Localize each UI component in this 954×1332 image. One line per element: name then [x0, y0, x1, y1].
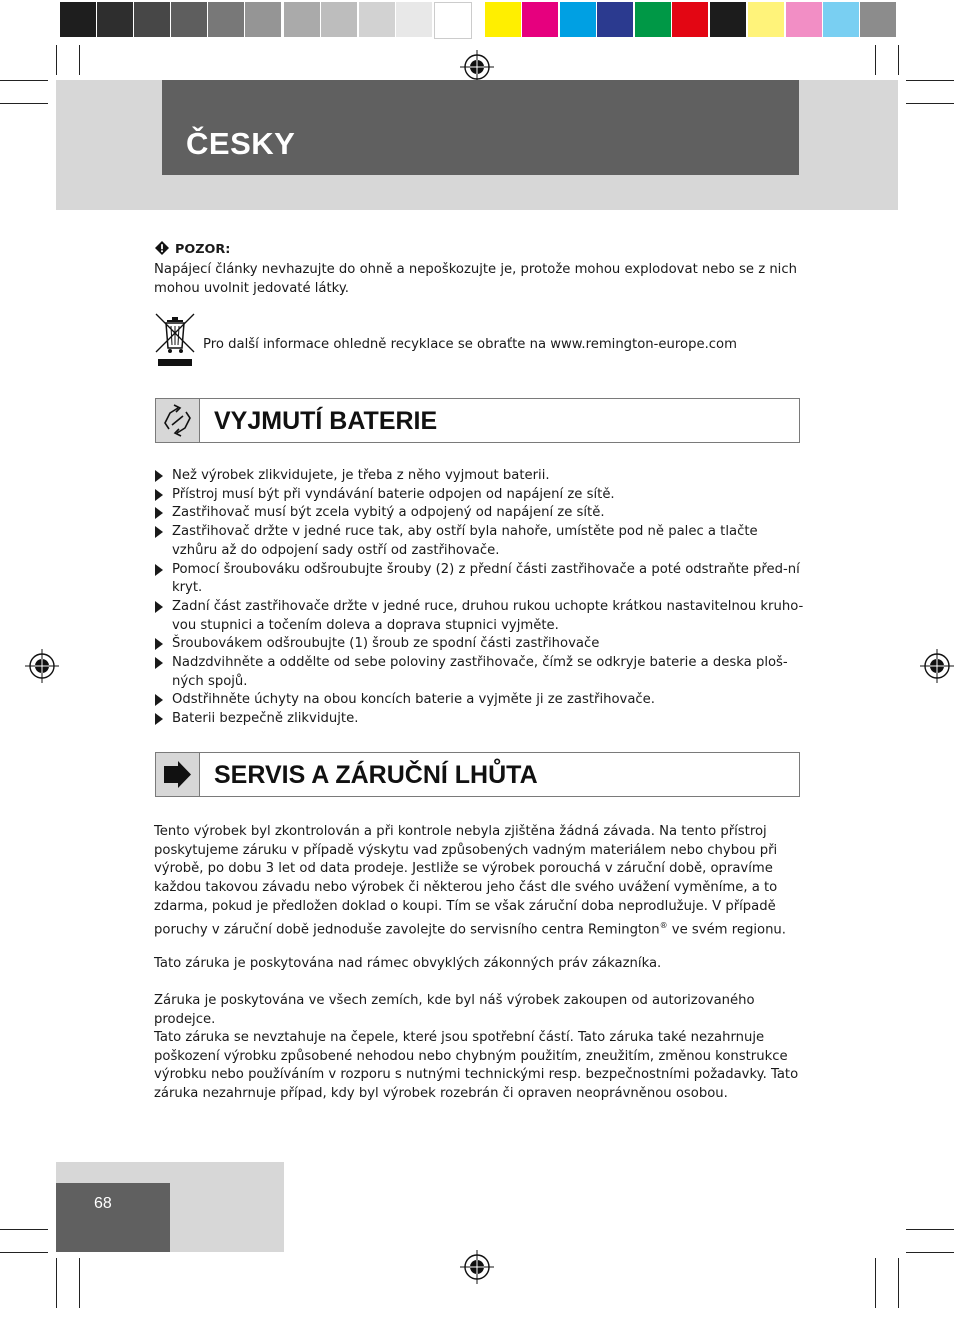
warranty-text-end: ve svém regionu. [667, 921, 786, 937]
section-title: SERVIS A ZÁRUČNÍ LHŮTA [214, 761, 538, 789]
warranty-text: Tento výrobek byl zkontrolován a při kontrole nebyla zjištěna žádná závada. Na tento přístroj poskytujeme záruku v případě výskytu vad způsobených vadným materiálem nebo chybou při výrobě, po dobu 3 let od data prodeje. Jestliže se výrobek porouchá v záruční době, opravíme každou takovou závadu nebo výrobek či některou jeho část dle svého uvážení vyměníme, a to zdarma, pokud je předložen doklad o koupi. Tím se však záruční doba neprodlužuje. V případě poruchy v záruční době jednoduše zavolejte do servisního centra Remington [154, 824, 778, 937]
warranty-paragraph: Tato záruka je poskytována nad rámec obvyklých zákonných práv zákazníka. [154, 956, 662, 971]
list-item [155, 486, 805, 505]
section-title: VYJMUTÍ BATERIE [214, 407, 438, 435]
crop-mark [898, 45, 899, 75]
list-item-text: Šroubovákem odšroubujte (1) šroub ze spodní části zastřihovače [172, 636, 600, 652]
section-header-battery [155, 398, 800, 443]
color-swatch [208, 2, 244, 37]
crop-mark [0, 103, 48, 104]
registration-mark-icon [920, 649, 954, 683]
list-item-text: Než výrobek zlikvidujete, je třeba z něho vyjmout baterii. [172, 468, 550, 483]
crop-mark [0, 80, 48, 81]
crop-mark [875, 1258, 876, 1308]
list-item [155, 523, 805, 560]
list-item-text: Nadzdvihněte a oddělte od sebe poloviny zastřihovače, čímž se odkryje baterie a deska ploš-ných spojů. [172, 655, 788, 689]
color-swatch [710, 2, 746, 37]
crop-mark [906, 1252, 954, 1253]
list-item [155, 598, 805, 635]
color-swatch [245, 2, 281, 37]
bullet-triangle-icon [155, 638, 163, 650]
color-swatch [860, 2, 896, 37]
crop-mark [906, 103, 954, 104]
color-swatch [359, 2, 395, 37]
list-item [155, 710, 805, 729]
color-swatch [672, 2, 708, 37]
list-item [155, 691, 805, 710]
color-swatch [786, 2, 822, 37]
list-item-text: Pomocí šroubováku odšroubujte šrouby (2) z přední části zastřihovače a poté odstraňte před-ní kryt. [172, 561, 800, 596]
color-swatch [522, 2, 558, 37]
section-icon-cell [156, 399, 200, 442]
color-swatch [823, 2, 859, 37]
warranty-paragraph: Tato záruka se nevztahuje na čepele, které jsou spotřební částí. Tato záruka také nezahrnuje poškození výrobku způsobené nehodou nebo chybným použitím, zneužitím, změnou konstrukce výrobku nebo používáním v rozporu s nutnými technickými resp. bezpečnostními požadavky. Tato záruka nezahrnuje případ, kdy byl výrobek rozebrán či opraven neoprávněnou osobou. [154, 1030, 799, 1102]
color-swatch [748, 2, 784, 37]
color-swatch [60, 2, 96, 37]
list-item-text: Odstřihněte úchyty na obou koncích baterie a vyjměte ji ze zastřihovače. [172, 692, 655, 708]
bullet-triangle-icon [155, 470, 163, 482]
color-swatch [284, 2, 320, 37]
battery-steps-list [155, 467, 805, 729]
crop-mark [0, 1252, 48, 1253]
language-header [162, 80, 799, 175]
list-item [155, 654, 805, 691]
bullet-triangle-icon [155, 564, 163, 576]
list-item-text: Baterii bezpečně zlikvidujte. [172, 711, 359, 727]
crop-mark [79, 45, 80, 75]
color-swatch [560, 2, 596, 37]
bullet-triangle-icon [155, 526, 163, 538]
color-swatch [134, 2, 170, 37]
bullet-triangle-icon [155, 657, 163, 669]
color-swatch [97, 2, 133, 37]
color-swatch [321, 2, 357, 37]
section-header-service [155, 752, 800, 797]
crop-mark [906, 1229, 954, 1230]
caution-heading [155, 241, 230, 257]
color-swatch [434, 2, 472, 39]
registration-mark-icon [460, 1250, 494, 1284]
list-item [155, 467, 805, 486]
recycle-info: Pro další informace ohledně recyklace se obraťte na www.remington-europe.com [203, 337, 737, 352]
color-swatch [485, 2, 521, 37]
crop-mark [875, 45, 876, 75]
warranty-paragraph: Záruka je poskytována ve všech zemích, kde byl náš výrobek zakoupen od autorizovaného prodejce. [154, 993, 755, 1027]
crop-mark [898, 1258, 899, 1308]
page-number-box [56, 1183, 170, 1252]
page-number: 68 [94, 1195, 112, 1212]
warranty-paragraph [154, 823, 804, 940]
list-item [155, 561, 805, 598]
list-item-text: Přístroj musí být při vyndávání baterie odpojen od napájení ze sítě. [172, 486, 615, 502]
registered-mark: ® [659, 920, 668, 930]
bullet-triangle-icon [155, 694, 163, 706]
bullet-triangle-icon [155, 489, 163, 501]
color-swatch [171, 2, 207, 37]
bullet-triangle-icon [155, 507, 163, 519]
list-item-text: Zastřihovač musí být zcela vybitý a odpojený od napájení ze sítě. [172, 505, 605, 521]
caution-diamond-icon [155, 241, 169, 255]
arrow-right-icon [156, 753, 199, 796]
color-swatch [396, 2, 432, 37]
recycle-arrows-icon [156, 399, 199, 442]
crop-mark [56, 45, 57, 75]
crop-mark [0, 1229, 48, 1230]
crossed-out-bin-icon [154, 312, 196, 368]
crop-mark [906, 80, 954, 81]
list-item [155, 504, 805, 523]
color-swatch [635, 2, 671, 37]
list-item-text: Zadní část zastřihovače držte v jedné ruce, druhou rukou uchopte krátkou nastavitelnou kruho-vou stupnici a točením doleva a doprava stupnici vyjměte. [172, 598, 804, 633]
section-icon-cell [156, 753, 200, 796]
registration-mark-icon [460, 50, 494, 84]
crop-mark [56, 1258, 57, 1308]
color-swatch [597, 2, 633, 37]
caution-text: Napájecí články nevhazujte do ohně a nepoškozujte je, protože mohou explodovat nebo se z nich mohou uvolnit jedovaté látky. [154, 262, 797, 296]
registration-mark-icon [25, 649, 59, 683]
caution-label: POZOR: [175, 242, 231, 257]
list-item [155, 635, 805, 654]
bullet-triangle-icon [155, 713, 163, 725]
crop-mark [79, 1258, 80, 1308]
list-item-text: Zastřihovač držte v jedné ruce tak, aby ostří byla nahoře, umístěte pod ně palec a tlačte vzhůru až do odpojení sady ostří od zastřihovače. [172, 524, 758, 558]
page-title: ČESKY [186, 126, 296, 161]
bullet-triangle-icon [155, 601, 163, 613]
